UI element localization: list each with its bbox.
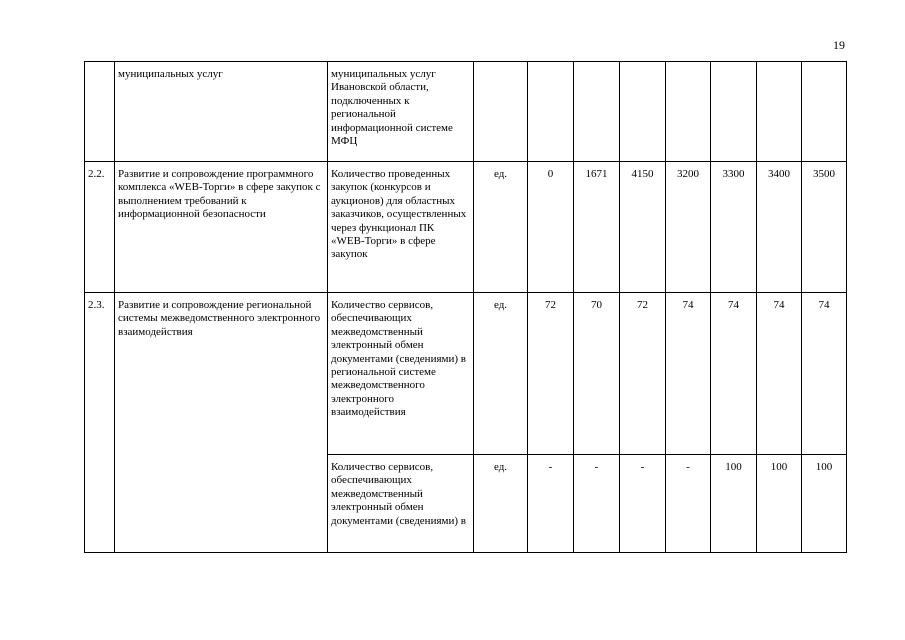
page-number: 19	[833, 38, 845, 52]
value-cell	[528, 62, 574, 162]
measure-name: муниципальных услуг	[115, 62, 328, 162]
value-cell	[620, 62, 666, 162]
row-number: 2.2.	[85, 162, 115, 293]
value-cell: 4150	[620, 162, 666, 293]
value-cell	[757, 62, 802, 162]
value-cell: -	[620, 455, 666, 553]
value-cell: 74	[711, 293, 757, 455]
value-cell: 70	[574, 293, 620, 455]
value-cell: -	[666, 455, 711, 553]
table-row	[85, 162, 847, 293]
value-cell: -	[574, 455, 620, 553]
row-number	[85, 62, 115, 162]
indicators-table	[84, 61, 847, 553]
value-cell	[666, 62, 711, 162]
value-cell: 1671	[574, 162, 620, 293]
measure-name: Развитие и сопровождение программного комплекса «WEB-Торги» в сфере закупок с выполнением требований к информационной безопасности	[115, 162, 328, 293]
indicator-name: Количество сервисов, обеспечивающих межведомственный электронный обмен документами (сведениями) в	[328, 455, 474, 553]
value-cell: 3200	[666, 162, 711, 293]
measure-name: Развитие и сопровождение региональной системы межведомственного электронного взаимодействия	[115, 293, 328, 553]
value-cell: 0	[528, 162, 574, 293]
unit-cell: ед.	[474, 293, 528, 455]
value-cell: -	[528, 455, 574, 553]
value-cell	[574, 62, 620, 162]
value-cell	[711, 62, 757, 162]
value-cell: 72	[528, 293, 574, 455]
value-cell	[802, 62, 847, 162]
unit-cell	[474, 62, 528, 162]
unit-cell: ед.	[474, 162, 528, 293]
indicator-name: муниципальных услуг Ивановской области, подключенных к региональной информационной системе МФЦ	[328, 62, 474, 162]
value-cell: 72	[620, 293, 666, 455]
unit-cell: ед.	[474, 455, 528, 553]
value-cell: 3500	[802, 162, 847, 293]
indicator-name: Количество сервисов, обеспечивающих межведомственный электронный обмен документами (сведениями) в региональной системе межведомственного электронного взаимодействия	[328, 293, 474, 455]
value-cell: 3300	[711, 162, 757, 293]
table-row	[85, 293, 847, 455]
value-cell: 74	[757, 293, 802, 455]
value-cell: 100	[711, 455, 757, 553]
value-cell: 74	[802, 293, 847, 455]
value-cell: 100	[802, 455, 847, 553]
value-cell: 100	[757, 455, 802, 553]
value-cell: 3400	[757, 162, 802, 293]
table-row	[85, 62, 847, 162]
indicator-name: Количество проведенных закупок (конкурсов и аукционов) для областных заказчиков, осуществленных через функционал ПК «WEB-Торги» в сфере закупок	[328, 162, 474, 293]
value-cell: 74	[666, 293, 711, 455]
row-number: 2.3.	[85, 293, 115, 553]
